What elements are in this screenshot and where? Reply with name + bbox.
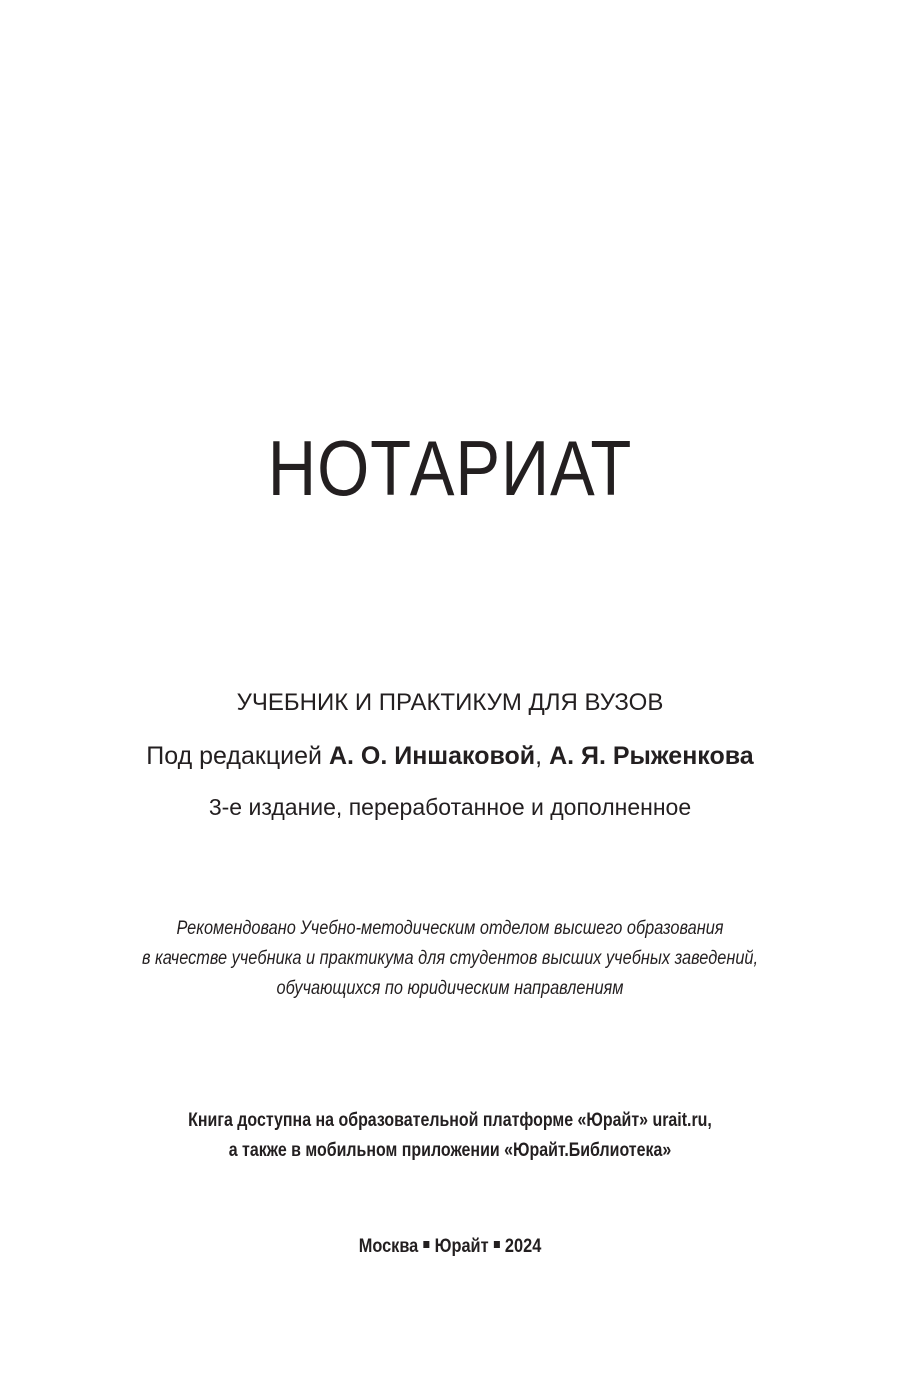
edition-info: 3-е издание, переработанное и дополненное [208,794,692,820]
book-title: НОТАРИАТ [267,424,633,512]
recommendation-line: Рекомендовано Учебно-методическим отделом высшего образования [176,918,724,939]
recommendation-line: обучающихся по юридическим направлениям [276,978,624,999]
imprint-year: 2024 [504,1236,542,1257]
imprint [63,1232,837,1262]
square-separator-icon [494,1241,500,1248]
recommendation-line: в качестве учебника и практикума для студентов высших учебных заведений, [141,948,759,969]
book-subtitle: УЧЕБНИК И ПРАКТИКУМ ДЛЯ ВУЗОВ [236,689,664,716]
editor-name: А. О. Иншаковой [328,742,536,770]
square-separator-icon [423,1241,429,1248]
imprint-publisher: Юрайт [434,1236,489,1257]
editors-prefix: Под редакцией [146,742,329,770]
editor-name: А. Я. Рыженкова [549,742,754,770]
imprint-city: Москва [358,1236,419,1257]
availability-line: Книга доступна на образовательной платформе «Юрайт» urait.ru, [188,1110,712,1131]
editors-line [0,740,900,772]
editors-separator: , [535,742,550,770]
availability-line: а также в мобильном приложении «Юрайт.Библиотека» [228,1140,672,1161]
